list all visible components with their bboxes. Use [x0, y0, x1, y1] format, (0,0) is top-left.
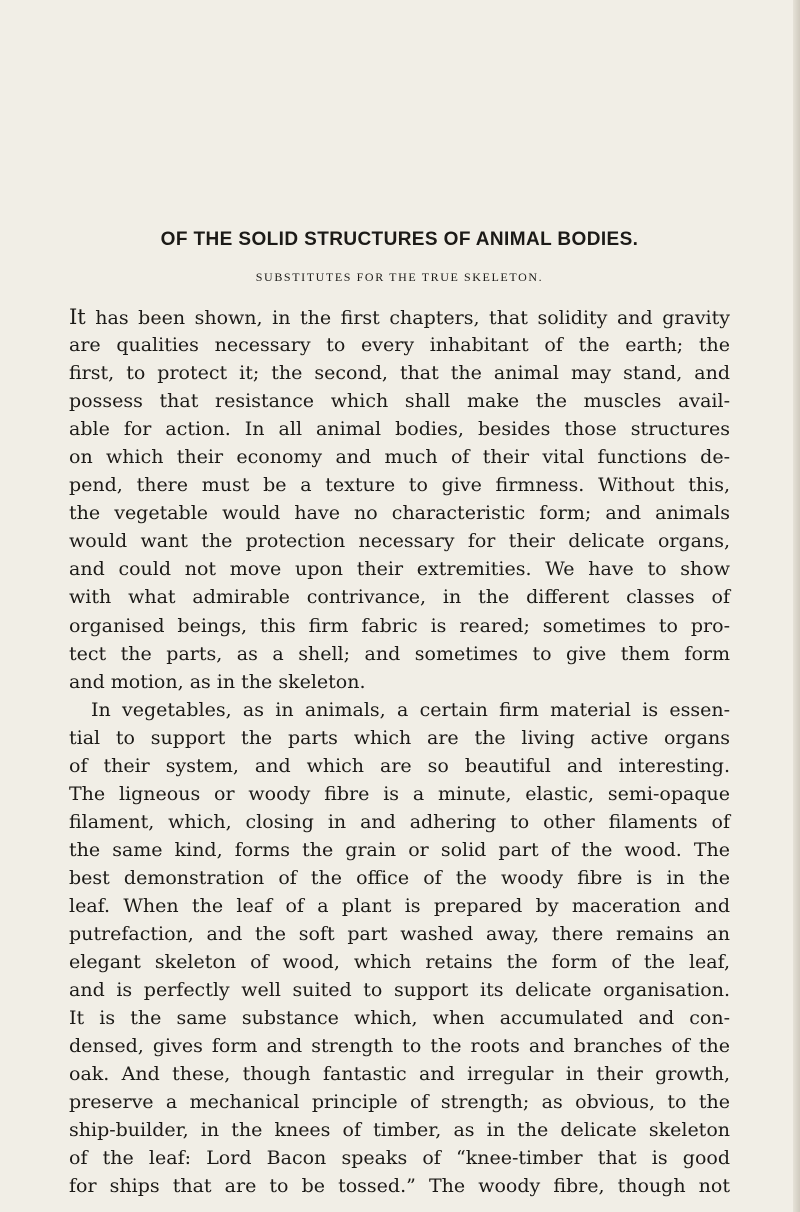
- body-text: [69, 303, 730, 1201]
- text-line: and is perfectly well suited to support its delicate organisation.: [69, 979, 730, 1002]
- text-line: The ligneous or woody fibre is a minute, elastic, semi-opaque: [69, 782, 730, 805]
- text-line: and could not move upon their extremities. We have to show: [69, 558, 730, 581]
- text-line: elegant skeleton of wood, which retains the form of the leaf,: [69, 951, 730, 974]
- text-line: densed, gives form and strength to the roots and branches of the: [69, 1035, 730, 1058]
- page-edge: [793, 0, 800, 1212]
- section-subtitle: SUBSTITUTES FOR THE TRUE SKELETON.: [255, 270, 544, 284]
- text-line: possess that resistance which shall make the muscles avail-: [69, 390, 730, 413]
- text-line: on which their economy and much of their vital functions de-: [69, 446, 730, 469]
- text-line: leaf. When the leaf of a plant is prepared by maceration and: [69, 894, 730, 917]
- text-line: It is the same substance which, when accumulated and con-: [69, 1007, 730, 1030]
- initial-word: It: [69, 305, 86, 329]
- text-line: of the leaf: Lord Bacon speaks of “knee-timber that is good: [69, 1147, 730, 1170]
- chapter-title: OF THE SOLID STRUCTURES OF ANIMAL BODIES.: [160, 229, 639, 250]
- text-line: preserve a mechanical principle of strength; as obvious, to the: [69, 1091, 730, 1114]
- text-line: with what admirable contrivance, in the different classes of: [69, 586, 730, 609]
- text-line: organised beings, this firm fabric is reared; sometimes to pro-: [69, 614, 730, 637]
- text-line: able for action. In all animal bodies, besides those structures: [69, 418, 730, 441]
- text-line: of their system, and which are so beautiful and interesting.: [69, 754, 730, 777]
- paragraph-start-line: In vegetables, as in animals, a certain firm material is essen-: [91, 698, 730, 721]
- text-line: pend, there must be a texture to give firmness. Without this,: [69, 474, 730, 497]
- text-line: tial to support the parts which are the living active organs: [69, 726, 730, 749]
- text-line: for ships that are to be tossed.” The woody fibre, though not: [69, 1175, 730, 1198]
- text-line: tect the parts, as a shell; and sometimes to give them form: [69, 642, 730, 665]
- text-line: It has been shown, in the first chapters, that solidity and gravity: [69, 305, 730, 329]
- text-line: oak. And these, though fantastic and irregular in their growth,: [69, 1063, 730, 1086]
- text-line: are qualities necessary to every inhabitant of the earth; the: [69, 334, 730, 357]
- text-line: ship-builder, in the knees of timber, as in the delicate skeleton: [69, 1119, 730, 1142]
- text-line: filament, which, closing in and adhering to other filaments of: [69, 810, 730, 833]
- text-line: putrefaction, and the soft part washed away, there remains an: [69, 923, 730, 946]
- book-page: [69, 226, 730, 1201]
- text-line: best demonstration of the office of the woody fibre is in the: [69, 866, 730, 889]
- text-line: would want the protection necessary for their delicate organs,: [69, 530, 730, 553]
- text-line: the same kind, forms the grain or solid part of the wood. The: [69, 838, 730, 861]
- text-line: first, to protect it; the second, that the animal may stand, and: [69, 362, 730, 385]
- text-line: the vegetable would have no characteristic form; and animals: [69, 502, 730, 525]
- paragraph-end-line: and motion, as in the skeleton.: [69, 670, 366, 693]
